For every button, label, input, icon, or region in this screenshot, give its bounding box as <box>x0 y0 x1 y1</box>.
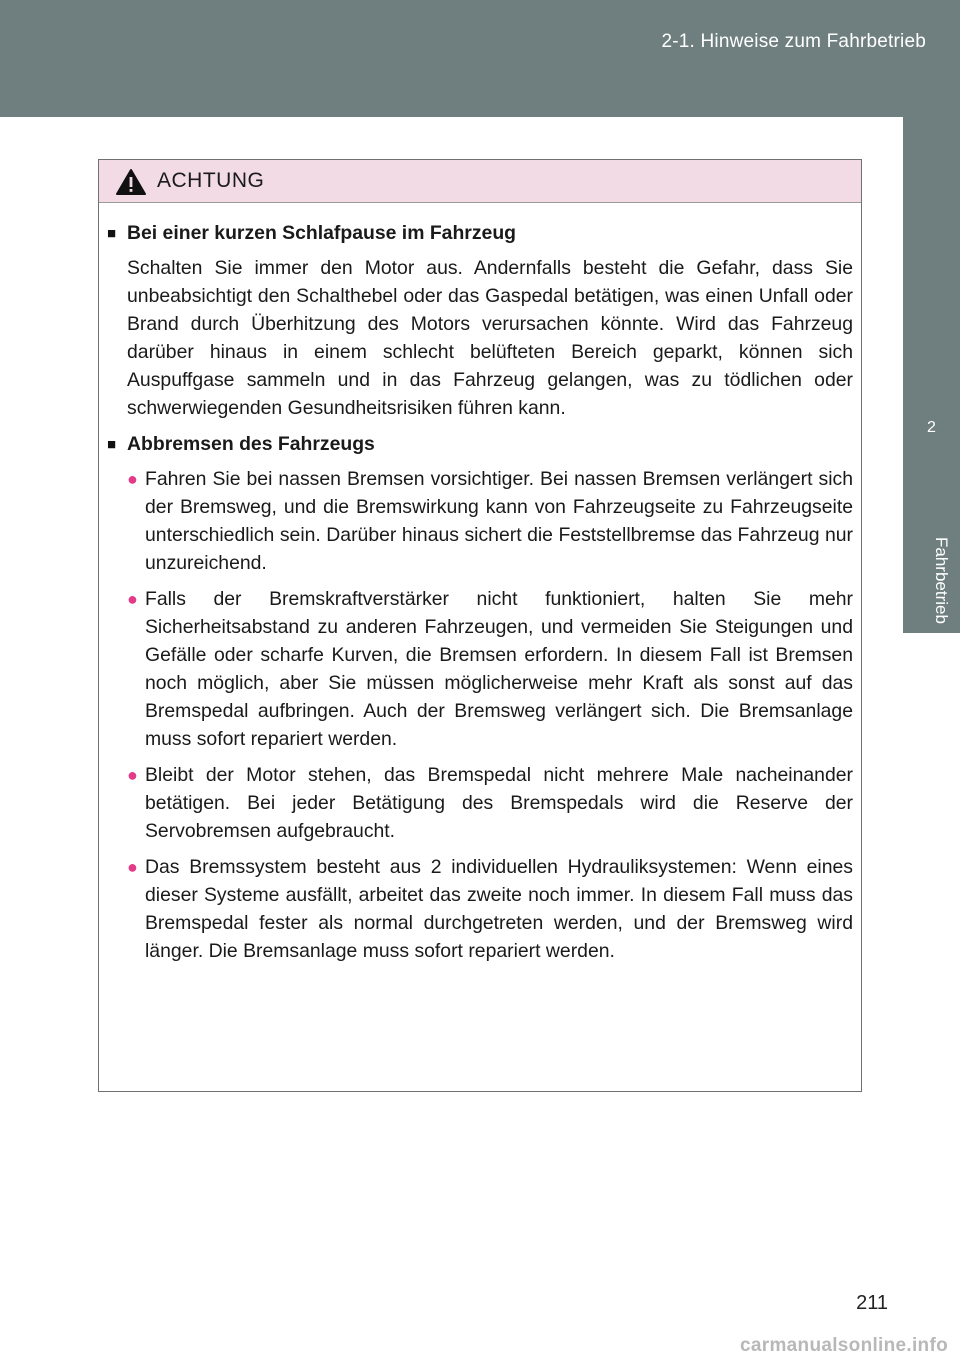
side-tab-label: Fahrbetrieb <box>932 537 951 624</box>
section-title: Bei einer kurzen Schlafpause im Fahrzeug <box>127 222 517 244</box>
list-item <box>127 585 853 753</box>
round-bullet-icon: ● <box>127 765 138 785</box>
round-bullet-icon: ● <box>127 589 138 609</box>
round-bullet-icon: ● <box>127 857 138 877</box>
warning-box <box>98 159 862 1092</box>
section-title: Abbremsen des Fahrzeugs <box>127 433 375 455</box>
list-item-text: Fahren Sie bei nassen Bremsen vorsichtiger. Bei nassen Bremsen verlängert sich der Bremsweg, und die Bremswirkung kann von Fahrzeugseite zu Fahrzeugseite unterschiedlich sein. Darüber hinaus sichert die Feststellbremse das Fahrzeug nur unzureichend. <box>145 468 853 574</box>
section-paragraph: Schalten Sie immer den Motor aus. Andernfalls besteht die Gefahr, dass Sie unbeabsichtigt den Schalthebel oder das Gaspedal betätigen, was einen Unfall oder Brand durch Überhitzung des Motors verursachen könnte. Wird das Fahrzeug darüber hinaus in einem schlecht belüfteten Bereich geparkt, können sich Auspuffgase sammeln und in das Fahrzeug gelangen, was zu tödlichen oder schwerwiegenden Gesundheitsrisiken führen kann. <box>127 257 853 419</box>
list-item-text: Falls der Bremskraftverstärker nicht funktioniert, halten Sie mehr Sicherheitsabstand zu anderen Fahrzeugen, und vermeiden Sie Steigungen und Gefälle oder scharfe Kurven, die Bremsen erfordern. In diesem Fall ist Bremsen noch möglich, aber Sie müssen möglicherweise mehr Kraft als sonst auf das Bremspedal aufbringen. Auch der Bremsweg verlängert sich. Die Bremsanlage muss sofort repariert werden. <box>145 588 853 750</box>
list-item-text: Das Bremssystem besteht aus 2 individuellen Hydrauliksystemen: Wenn eines dieser Systeme ausfällt, arbeitet das zweite noch immer. In diesem Fall muss das Bremspedal fester als normal durchgetreten werden, und der Bremsweg wird länger. Die Bremsanlage muss sofort repariert werden. <box>145 856 853 962</box>
section-heading <box>107 430 853 459</box>
round-bullet-icon: ● <box>127 469 138 489</box>
warning-title: ACHTUNG <box>157 169 265 192</box>
warning-body <box>99 203 861 965</box>
warning-triangle-icon <box>115 168 147 196</box>
watermark: carmanualsonline.info <box>740 1335 948 1356</box>
square-bullet-icon: ■ <box>107 225 117 242</box>
warning-header <box>99 160 861 203</box>
list-item <box>127 465 853 577</box>
square-bullet-icon: ■ <box>107 436 117 453</box>
side-tab <box>903 117 960 633</box>
chapter-title: 2-1. Hinweise zum Fahrbetrieb <box>661 31 926 52</box>
list-item <box>127 761 853 845</box>
list-item <box>127 853 853 965</box>
header-bar <box>0 0 960 117</box>
page-number: 211 <box>856 1292 888 1314</box>
side-tab-number: 2 <box>927 419 936 436</box>
list-item-text: Bleibt der Motor stehen, das Bremspedal nicht mehrere Male nacheinander betätigen. Bei jeder Betätigung des Bremspedals wird die Reserve der Servobremsen aufgebraucht. <box>145 764 853 842</box>
section-heading <box>107 219 853 248</box>
